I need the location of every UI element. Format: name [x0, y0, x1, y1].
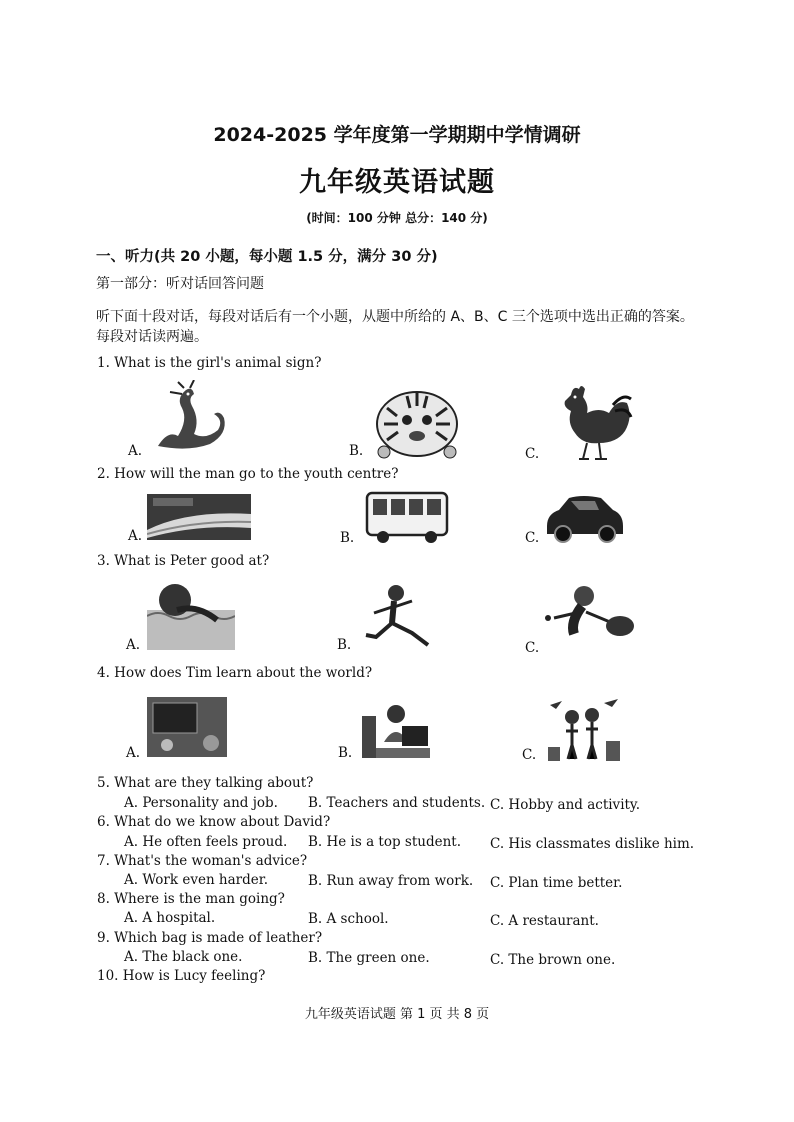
q4-label-a: A.: [126, 745, 141, 761]
question-1: 1. What is the girl's animal sign?: [97, 355, 322, 371]
q6-option-c: C. His classmates dislike him.: [490, 836, 695, 852]
swimming-picture: [147, 580, 235, 650]
q6-option-a: A. He often feels proud.: [124, 834, 288, 850]
q7-option-b: B. Run away from work.: [308, 873, 474, 889]
q9-option-c: C. The brown one.: [490, 952, 616, 968]
table-tennis-picture: [540, 582, 640, 652]
q2-label-a: A.: [128, 528, 143, 544]
q5-option-c: C. Hobby and activity.: [490, 797, 641, 813]
page-footer: 九年级英语试题 第 1 页 共 8 页: [304, 1007, 490, 1022]
question-3: 3. What is Peter good at?: [97, 553, 270, 569]
q3-label-c: C.: [525, 640, 540, 656]
q8-option-b: B. A school.: [308, 911, 389, 927]
q9-option-a: A. The black one.: [124, 949, 243, 965]
train-picture: [147, 494, 251, 540]
part-title: 第一部分：听对话回答问题: [96, 276, 264, 292]
q9-option-b: B. The green one.: [308, 950, 430, 966]
section-title: 一、听力(共 20 小题，每小题 1.5 分，满分 30 分): [96, 249, 438, 265]
q3-label-a: A.: [126, 637, 141, 653]
q7-option-a: A. Work even harder.: [124, 872, 269, 888]
instructions: 听下面十段对话，每段对话后有一个小题，从题中所给的 A、B、C 三个选项中选出正确的答案。每段对话读两遍。: [96, 309, 694, 345]
travelling-picture: [542, 695, 628, 765]
dragon-picture: [148, 380, 228, 452]
q3-label-b: B.: [337, 637, 352, 653]
computer-picture: [362, 702, 430, 758]
question-8: 8. Where is the man going?: [97, 891, 285, 907]
question-6: 6. What do we know about David?: [97, 814, 331, 830]
q1-label-b: B.: [349, 443, 364, 459]
q8-option-c: C. A restaurant.: [490, 913, 599, 929]
running-picture: [356, 583, 446, 653]
exam-meta: (时间：100 分钟 总分：140 分): [306, 211, 488, 225]
q1-label-c: C.: [525, 446, 540, 462]
q5-option-a: A. Personality and job.: [124, 795, 278, 811]
question-4: 4. How does Tim learn about the world?: [97, 665, 373, 681]
q2-label-c: C.: [525, 530, 540, 546]
q4-label-c: C.: [522, 747, 537, 763]
exam-term-line: 2024-2025 学年度第一学期期中学情调研: [213, 124, 581, 146]
q8-option-a: A. A hospital.: [124, 910, 216, 926]
rooster-picture: [543, 383, 633, 463]
question-9: 9. Which bag is made of leather?: [97, 930, 323, 946]
car-picture: [543, 492, 625, 544]
question-7: 7. What's the woman's advice?: [97, 853, 308, 869]
question-10: 10. How is Lucy feeling?: [97, 968, 266, 984]
q7-option-c: C. Plan time better.: [490, 875, 623, 891]
question-5: 5. What are they talking about?: [97, 775, 314, 791]
tv-picture: [147, 697, 227, 757]
q4-label-b: B.: [338, 745, 353, 761]
tiger-picture: [372, 388, 462, 460]
q5-option-b: B. Teachers and students.: [308, 795, 486, 811]
exam-title: 九年级英语试题: [299, 167, 495, 198]
q2-label-b: B.: [340, 530, 355, 546]
q6-option-b: B. He is a top student.: [308, 834, 462, 850]
bus-picture: [365, 489, 449, 545]
question-2: 2. How will the man go to the youth centre?: [97, 466, 399, 482]
q1-label-a: A.: [128, 443, 143, 459]
